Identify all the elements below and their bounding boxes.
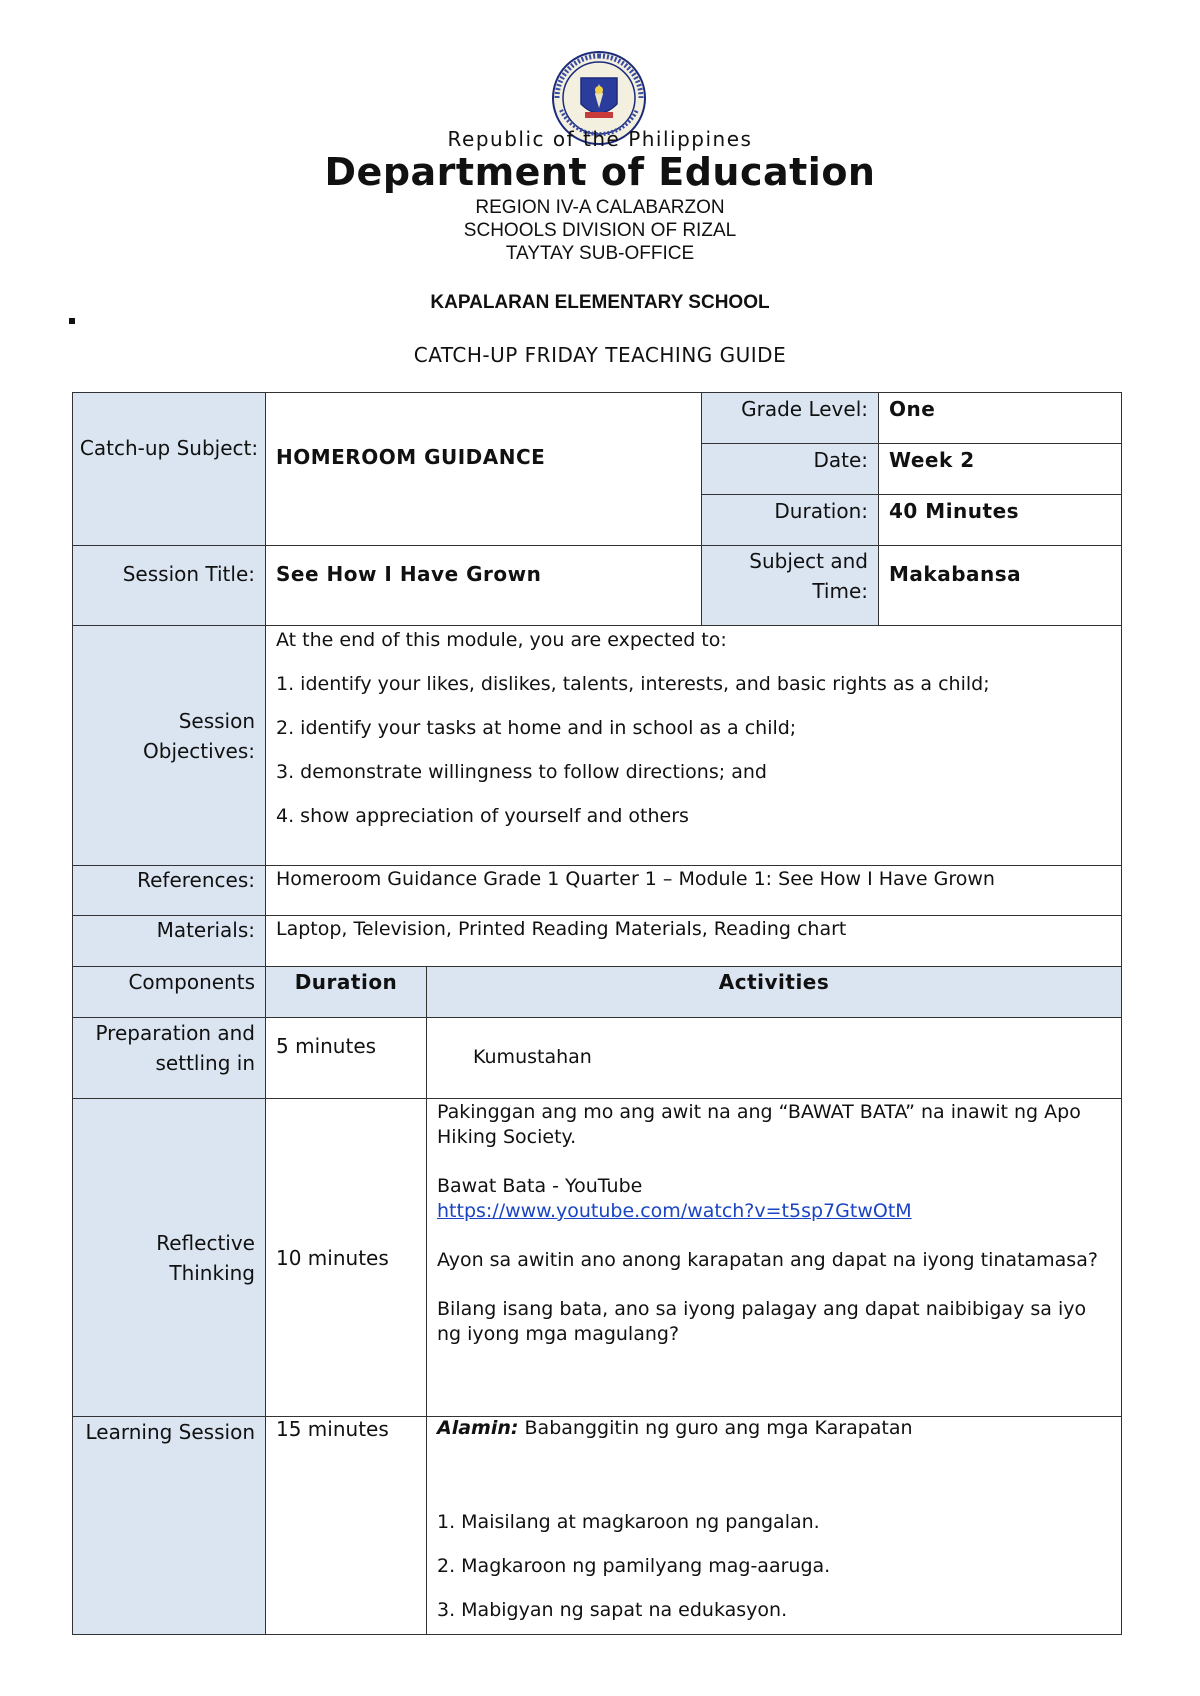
subject-value: HOMEROOM GUIDANCE [276, 445, 546, 469]
department-title: Department of Education [324, 150, 876, 194]
component-label: Reflective Thinking [156, 1230, 255, 1285]
grade-value-cell [879, 393, 1122, 444]
duration-text: 15 minutes [276, 1417, 389, 1441]
session-title-label-cell [73, 546, 266, 626]
guide-title: CATCH-UP FRIDAY TEACHING GUIDE [413, 343, 787, 367]
session-title-value: See How I Have Grown [276, 562, 542, 586]
subject-value-cell [266, 393, 702, 546]
references-value-cell [266, 866, 1122, 916]
activity-intro-text: Babanggitin ng guro ang mga Karapatan [518, 1417, 913, 1439]
materials-value: Laptop, Television, Printed Reading Materials, Reading chart [276, 918, 847, 940]
activity-heading: Alamin: [437, 1417, 519, 1439]
date-value: Week 2 [889, 448, 975, 472]
objectives-label-cell [73, 626, 266, 866]
references-label-cell [73, 866, 266, 916]
date-label: Date: [813, 448, 868, 472]
duration-label: Duration: [774, 499, 868, 523]
grade-value: One [889, 397, 936, 421]
rights-item: 2. Magkaroon ng pamilyang mag-aaruga. [437, 1555, 831, 1577]
objective-item: 4. show appreciation of yourself and others [276, 805, 689, 827]
duration-header-cell [266, 967, 427, 1018]
duration-value: 40 Minutes [889, 499, 1020, 523]
activity-text: Kumustahan [473, 1046, 592, 1068]
grade-label-cell [702, 393, 879, 444]
grade-label: Grade Level: [741, 397, 868, 421]
activities-header-cell [427, 967, 1122, 1018]
subject-label: Catch-up Subject: [79, 436, 259, 460]
teaching-guide-table [72, 392, 1122, 1635]
duration-value-cell [879, 495, 1122, 546]
materials-value-cell [266, 916, 1122, 967]
duration-header: Duration [294, 970, 398, 994]
subject-time-label: Subject and Time: [749, 549, 868, 603]
component-cell [73, 1099, 266, 1417]
duration-cell [266, 1099, 427, 1417]
activity-text: Bilang isang bata, ano sa iyong palagay ang dapat naibibigay sa iyo ng iyong mga magulang? [437, 1298, 1087, 1345]
session-title-label: Session Title: [122, 562, 255, 586]
rights-item: 1. Maisilang at magkaroon ng pangalan. [437, 1511, 820, 1533]
objective-item: 2. identify your tasks at home and in school as a child; [276, 717, 797, 739]
component-label: Learning Session [85, 1420, 255, 1444]
objectives-cell [266, 626, 1122, 866]
objectives-label: Session Objectives: [143, 709, 255, 763]
bullet-marker [69, 318, 75, 324]
division-text: SCHOOLS DIVISION OF RIZAL [463, 220, 737, 241]
date-value-cell [879, 444, 1122, 495]
activities-header: Activities [718, 970, 830, 994]
subject-time-value-cell [879, 546, 1122, 626]
activity-text: Ayon sa awitin ano anong karapatan ang dapat na iyong tinatamasa? [437, 1249, 1098, 1271]
activity-cell [427, 1417, 1122, 1635]
office-text: TAYTAY SUB-OFFICE [505, 243, 695, 264]
activity-text: Bawat Bata - YouTube [437, 1175, 643, 1197]
republic-text: Republic of the Philippines [447, 127, 753, 151]
references-label: References: [137, 868, 255, 892]
objectives-intro: At the end of this module, you are expected to: [276, 629, 727, 651]
activity-cell [427, 1099, 1122, 1417]
duration-cell [266, 1417, 427, 1635]
duration-text: 10 minutes [276, 1245, 389, 1270]
component-cell [73, 1417, 266, 1635]
subject-label-cell [73, 393, 266, 546]
youtube-link[interactable]: https://www.youtube.com/watch?v=t5sp7GtwOtM [437, 1200, 912, 1222]
duration-cell [266, 1018, 427, 1099]
school-name: KAPALARAN ELEMENTARY SCHOOL [430, 292, 770, 313]
duration-label-cell [702, 495, 879, 546]
session-title-value-cell [266, 546, 702, 626]
components-header-cell [73, 967, 266, 1018]
date-label-cell [702, 444, 879, 495]
component-label: Preparation and settling in [95, 1021, 255, 1075]
components-header: Components [128, 970, 255, 994]
materials-label-cell [73, 916, 266, 967]
rights-item: 3. Mabigyan ng sapat na edukasyon. [437, 1599, 788, 1621]
references-value: Homeroom Guidance Grade 1 Quarter 1 – Module 1: See How I Have Grown [276, 868, 995, 890]
activity-cell [427, 1018, 1122, 1099]
subject-time-label-cell [702, 546, 879, 626]
subject-time-value: Makabansa [889, 562, 1022, 586]
objective-item: 1. identify your likes, dislikes, talents, interests, and basic rights as a child; [276, 673, 990, 695]
component-cell [73, 1018, 266, 1099]
materials-label: Materials: [156, 918, 255, 942]
activity-intro [437, 1417, 1111, 1439]
duration-text: 5 minutes [276, 1034, 377, 1058]
activity-text: Pakinggan ang mo ang awit na ang “BAWAT BATA” na inawit ng Apo Hiking Society. [437, 1101, 1081, 1148]
region-text: REGION IV-A CALABARZON [475, 197, 725, 218]
objective-item: 3. demonstrate willingness to follow directions; and [276, 761, 767, 783]
